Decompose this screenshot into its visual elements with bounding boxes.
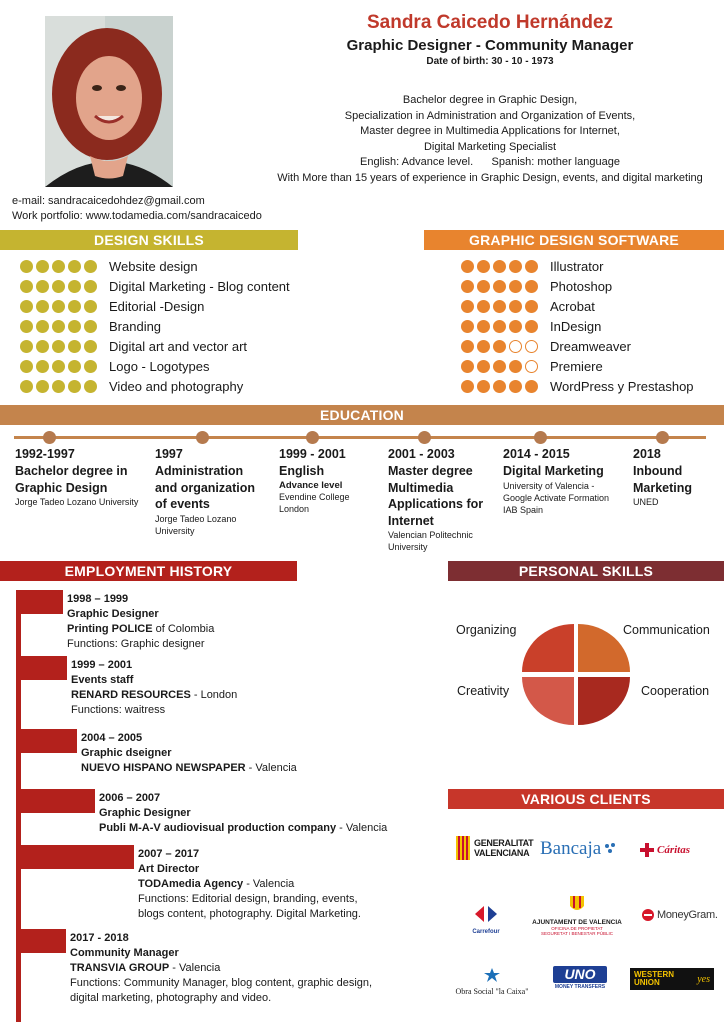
- employment-company: NUEVO HISPANO NEWSPAPER: [81, 762, 246, 774]
- filled-dot-icon: [52, 360, 65, 373]
- filled-dot-icon: [477, 340, 490, 353]
- employment-location: of Colombia: [152, 623, 215, 635]
- filled-dot-icon: [36, 320, 49, 333]
- education-degree: Administration and organization of events: [155, 464, 255, 511]
- portfolio-link[interactable]: Work portfolio: www.todamedia.com/sandracaicedo: [12, 210, 262, 222]
- skill-level-dots: [461, 280, 538, 293]
- skill-level-dots: [461, 380, 538, 393]
- filled-dot-icon: [20, 280, 33, 293]
- employment-marker: [16, 729, 77, 753]
- personal-skills-chart: [516, 620, 636, 730]
- skill-label: Video and photography: [109, 378, 244, 394]
- skill-level-dots: [461, 260, 538, 273]
- employment-company: Printing POLICE: [67, 623, 153, 635]
- filled-dot-icon: [461, 360, 474, 373]
- filled-dot-icon: [477, 300, 490, 313]
- filled-dot-icon: [461, 260, 474, 273]
- empty-dot-icon: [509, 340, 522, 353]
- employment-marker: [16, 789, 95, 813]
- pie-organizing: [522, 624, 574, 672]
- software-skill-row: [461, 276, 694, 296]
- design-skill-row: [20, 336, 290, 356]
- employment-years: 2006 – 2007: [99, 792, 161, 804]
- filled-dot-icon: [477, 280, 490, 293]
- software-skill-row: [461, 376, 694, 396]
- filled-dot-icon: [461, 300, 474, 313]
- employment-location: - Valencia: [243, 878, 295, 890]
- timeline-dot-icon: [306, 431, 319, 444]
- carrefour-logo-icon: [471, 904, 501, 924]
- education-institution: Valencian Politechnic University: [388, 530, 473, 552]
- education-item: [388, 447, 483, 553]
- skill-label: Digital Marketing - Blog content: [109, 278, 290, 294]
- employment-item: [71, 658, 237, 718]
- filled-dot-icon: [84, 260, 97, 273]
- filled-dot-icon: [68, 320, 81, 333]
- client-ajuntament-valencia: AJUNTAMENT DE VALENCIA OFICINA DE PROPIETAT SEGURETAT I BENESTAR PÚBLIC: [530, 894, 624, 936]
- education-degree: Digital Marketing: [503, 464, 604, 478]
- skill-cooperation: Cooperation: [641, 684, 710, 698]
- filled-dot-icon: [525, 300, 538, 313]
- filled-dot-icon: [461, 340, 474, 353]
- software-skill-row: [461, 296, 694, 316]
- education-degree: Inbound Marketing: [633, 464, 693, 495]
- skill-label: Photoshop: [550, 278, 613, 294]
- employment-years: 1998 – 1999: [67, 593, 129, 605]
- filled-dot-icon: [36, 260, 49, 273]
- filled-dot-icon: [20, 380, 33, 393]
- filled-dot-icon: [20, 320, 33, 333]
- skill-communication: Communication: [623, 623, 710, 637]
- education-level: Advance level: [279, 479, 343, 491]
- skill-level-dots: [20, 380, 97, 393]
- caritas-cross-icon: [640, 843, 654, 857]
- education-degree: Master degree Multimedia Applications for Internet: [388, 464, 484, 528]
- filled-dot-icon: [509, 320, 522, 333]
- software-skill-row: [461, 356, 694, 376]
- filled-dot-icon: [509, 300, 522, 313]
- skill-label: Branding: [109, 318, 162, 334]
- design-skill-row: [20, 256, 290, 276]
- employment-functions: digital marketing, photography and video.: [70, 992, 272, 1004]
- filled-dot-icon: [477, 380, 490, 393]
- employment-years: 2007 – 2017: [138, 848, 200, 860]
- education-year: 2014 - 2015: [503, 447, 570, 461]
- skill-level-dots: [20, 340, 97, 353]
- filled-dot-icon: [84, 380, 97, 393]
- education-institution: University of Valencia - Google Activate Formation IAB Spain: [503, 480, 610, 515]
- filled-dot-icon: [477, 320, 490, 333]
- filled-dot-icon: [68, 380, 81, 393]
- filled-dot-icon: [509, 280, 522, 293]
- skill-level-dots: [461, 360, 538, 373]
- employment-title: Events staff: [71, 674, 134, 686]
- employment-functions: Functions: waitress: [71, 704, 166, 716]
- skill-level-dots: [20, 280, 97, 293]
- education-item: [503, 447, 609, 516]
- filled-dot-icon: [52, 300, 65, 313]
- employment-location: - Valencia: [336, 822, 388, 834]
- employment-location: - London: [190, 689, 238, 701]
- skill-label: Logo - Logotypes: [109, 358, 210, 374]
- design-skills-heading: DESIGN SKILLS: [0, 230, 298, 250]
- employment-functions: blogs content, photography. Digital Marketing.: [138, 908, 361, 920]
- client-western-union: WESTERN UNION yes: [630, 968, 714, 990]
- employment-title: Community Manager: [70, 947, 179, 959]
- employment-title: Graphic dseigner: [81, 747, 172, 759]
- filled-dot-icon: [525, 380, 538, 393]
- employment-company-line: [70, 961, 372, 976]
- filled-dot-icon: [36, 300, 49, 313]
- timeline-dot-icon: [534, 431, 547, 444]
- education-item: [155, 447, 255, 537]
- generalitat-flag-icon: [456, 836, 470, 860]
- timeline-dot-icon: [43, 431, 56, 444]
- skill-label: Dreamweaver: [550, 338, 631, 354]
- filled-dot-icon: [68, 360, 81, 373]
- employment-functions: Functions: Community Manager, blog content, graphic design,: [70, 977, 373, 989]
- design-skill-row: [20, 276, 290, 296]
- profile-summary: Bachelor degree in Graphic Design, Specialization in Administration and Organization of Events, Master degree in Multimedia Applications for Internet, Digital Marketing Specialist English: Advance level. Spanish: mother language With More than 15 years of experience in Graphic Design, events, and digital marketing: [277, 94, 703, 184]
- empty-dot-icon: [525, 360, 538, 373]
- filled-dot-icon: [525, 260, 538, 273]
- filled-dot-icon: [52, 340, 65, 353]
- valencia-shield-icon: [569, 894, 585, 914]
- education-year: 1997: [155, 447, 183, 461]
- bancaja-star-icon: [604, 842, 618, 856]
- employment-marker: [16, 590, 63, 614]
- timeline-dot-icon: [656, 431, 669, 444]
- employment-company-line: [138, 877, 361, 892]
- education-institution: Evendine College London: [279, 491, 350, 514]
- employment-company-line: [99, 821, 387, 836]
- filled-dot-icon: [461, 380, 474, 393]
- education-year: 1992-1997: [15, 447, 75, 461]
- design-skill-row: [20, 316, 290, 336]
- skill-label: Premiere: [550, 358, 603, 374]
- profile-photo: [45, 16, 173, 187]
- filled-dot-icon: [461, 320, 474, 333]
- pie-cooperation: [578, 677, 630, 725]
- filled-dot-icon: [84, 300, 97, 313]
- client-bancaja: Bancaja: [540, 838, 618, 860]
- employment-item: [99, 791, 387, 836]
- software-skills-heading: GRAPHIC DESIGN SOFTWARE: [424, 230, 724, 250]
- filled-dot-icon: [20, 360, 33, 373]
- skill-label: Website design: [109, 258, 198, 274]
- education-year: 2018: [633, 447, 661, 461]
- moneygram-globe-icon: [642, 909, 654, 921]
- education-year: 2001 - 2003: [388, 447, 455, 461]
- skill-label: Editorial -Design: [109, 298, 205, 314]
- skill-level-dots: [20, 300, 97, 313]
- skill-label: Acrobat: [550, 298, 595, 314]
- employment-item: [70, 931, 372, 1006]
- skill-label: WordPress y Prestashop: [550, 378, 694, 394]
- employment-company: TODAmedia Agency: [138, 878, 244, 890]
- employment-marker: [16, 929, 66, 953]
- education-item: [15, 447, 138, 508]
- skill-level-dots: [461, 340, 538, 353]
- filled-dot-icon: [525, 320, 538, 333]
- filled-dot-icon: [493, 280, 506, 293]
- client-carrefour: Carrefour: [468, 904, 504, 935]
- skill-label: Digital art and vector art: [109, 338, 248, 354]
- date-of-birth: Date of birth: 30 - 10 - 1973: [426, 56, 554, 67]
- filled-dot-icon: [509, 380, 522, 393]
- email-link[interactable]: e-mail: sandracaicedohdez@gmail.com: [12, 195, 205, 207]
- filled-dot-icon: [68, 300, 81, 313]
- skill-level-dots: [461, 300, 538, 313]
- filled-dot-icon: [36, 340, 49, 353]
- education-timeline: [14, 436, 706, 439]
- design-skill-row: [20, 356, 290, 376]
- client-moneygram: MoneyGram.: [642, 909, 718, 921]
- software-skill-row: [461, 256, 694, 276]
- employment-company-line: [81, 761, 297, 776]
- employment-location: - Valencia: [169, 962, 221, 974]
- employment-item: [81, 731, 297, 776]
- filled-dot-icon: [493, 320, 506, 333]
- skill-level-dots: [20, 360, 97, 373]
- filled-dot-icon: [20, 300, 33, 313]
- filled-dot-icon: [84, 280, 97, 293]
- software-skill-row: [461, 316, 694, 336]
- filled-dot-icon: [84, 320, 97, 333]
- personal-skills-heading: PERSONAL SKILLS: [448, 561, 724, 581]
- filled-dot-icon: [493, 340, 506, 353]
- filled-dot-icon: [477, 360, 490, 373]
- filled-dot-icon: [20, 340, 33, 353]
- software-skill-row: [461, 336, 694, 356]
- filled-dot-icon: [525, 280, 538, 293]
- filled-dot-icon: [68, 340, 81, 353]
- employment-location: - Valencia: [245, 762, 297, 774]
- employment-item: [138, 847, 361, 922]
- skill-label: InDesign: [550, 318, 602, 334]
- employment-heading: EMPLOYMENT HISTORY: [0, 561, 297, 581]
- design-skills-list: [20, 256, 290, 396]
- filled-dot-icon: [493, 360, 506, 373]
- filled-dot-icon: [477, 260, 490, 273]
- job-title: Graphic Designer - Community Manager: [346, 37, 634, 54]
- employment-years: 2017 - 2018: [70, 932, 129, 944]
- skill-level-dots: [20, 320, 97, 333]
- design-skill-row: [20, 376, 290, 396]
- skill-level-dots: [20, 260, 97, 273]
- education-item: [633, 447, 692, 508]
- employment-company-line: [71, 688, 237, 703]
- skill-level-dots: [461, 320, 538, 333]
- education-heading: EDUCATION: [0, 405, 724, 425]
- client-caritas: Cáritas: [640, 843, 690, 857]
- employment-title: Graphic Designer: [99, 807, 191, 819]
- pie-creativity: [522, 677, 574, 725]
- skill-label: Illustrator: [550, 258, 604, 274]
- filled-dot-icon: [36, 360, 49, 373]
- employment-title: Art Director: [138, 863, 200, 875]
- employment-functions: Functions: Graphic designer: [67, 638, 205, 650]
- employment-company: RENARD RESOURCES: [71, 689, 191, 701]
- design-skill-row: [20, 296, 290, 316]
- filled-dot-icon: [52, 380, 65, 393]
- empty-dot-icon: [525, 340, 538, 353]
- skill-organizing: Organizing: [456, 623, 517, 637]
- filled-dot-icon: [36, 280, 49, 293]
- filled-dot-icon: [84, 340, 97, 353]
- filled-dot-icon: [68, 280, 81, 293]
- filled-dot-icon: [509, 360, 522, 373]
- employment-company: TRANSVIA GROUP: [70, 962, 170, 974]
- filled-dot-icon: [493, 260, 506, 273]
- education-institution: Jorge Tadeo Lozano University: [155, 513, 237, 536]
- filled-dot-icon: [52, 320, 65, 333]
- education-item: [279, 447, 350, 515]
- education-year: 1999 - 2001: [279, 447, 346, 461]
- employment-marker: [16, 845, 134, 869]
- education-degree: English: [279, 464, 325, 478]
- employment-company: Publi M-A-V audiovisual production company: [99, 822, 337, 834]
- client-uno-money-transfers: UNO MONEY TRANSFERS: [554, 966, 606, 990]
- employment-years: 2004 – 2005: [81, 732, 143, 744]
- filled-dot-icon: [509, 260, 522, 273]
- employment-title: Graphic Designer: [67, 608, 159, 620]
- clients-heading: VARIOUS CLIENTS: [448, 789, 724, 809]
- filled-dot-icon: [36, 380, 49, 393]
- employment-item: [67, 592, 214, 652]
- client-generalitat-valenciana: GENERALITAT VALENCIANA: [456, 836, 533, 860]
- education-institution: UNED: [633, 497, 659, 507]
- filled-dot-icon: [461, 280, 474, 293]
- candidate-name: Sandra Caicedo Hernández: [366, 12, 614, 33]
- employment-functions: Functions: Editorial design, branding, events,: [138, 893, 358, 905]
- filled-dot-icon: [68, 260, 81, 273]
- filled-dot-icon: [493, 300, 506, 313]
- filled-dot-icon: [20, 260, 33, 273]
- education-degree: Bachelor degree in Graphic Design: [15, 464, 128, 495]
- software-skills-list: [461, 256, 694, 396]
- filled-dot-icon: [493, 380, 506, 393]
- timeline-dot-icon: [418, 431, 431, 444]
- la-caixa-star-icon: [484, 968, 500, 982]
- employment-marker: [16, 656, 67, 680]
- client-la-caixa: Obra Social "la Caixa": [452, 968, 532, 996]
- filled-dot-icon: [52, 280, 65, 293]
- employment-years: 1999 – 2001: [71, 659, 133, 671]
- filled-dot-icon: [52, 260, 65, 273]
- timeline-dot-icon: [196, 431, 209, 444]
- education-institution: Jorge Tadeo Lozano University: [15, 497, 139, 507]
- contact-info: [12, 194, 262, 224]
- filled-dot-icon: [84, 360, 97, 373]
- employment-company-line: [67, 622, 214, 637]
- skill-creativity: Creativity: [457, 684, 510, 698]
